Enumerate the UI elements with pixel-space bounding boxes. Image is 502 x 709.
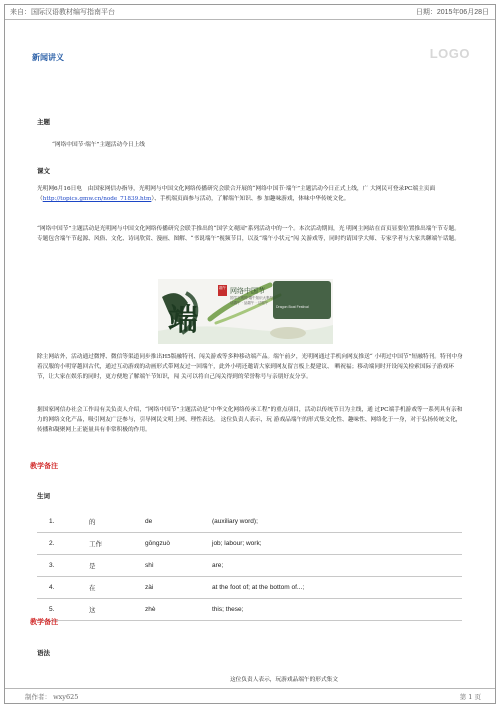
grammar-heading: 语法 [37, 649, 50, 657]
banner-line-2: 话端午 · 品端午 · 过端午 [230, 301, 269, 305]
banner-panel-text: Dragon Boat Festival [276, 305, 309, 309]
vocab-num: 5. [37, 599, 89, 621]
vocab-num: 2. [37, 533, 89, 555]
vocab-pinyin: de [145, 511, 212, 533]
vocab-num: 1. [37, 511, 89, 533]
vocab-english: job; labour; work; [212, 533, 462, 555]
article-paragraph-4: 据国家网信办社会工作局有关负责人介绍，“网络中国节”主题活动是“中华文化网络传承工程”的重点项目，活动以传统节日为主线，通 过PC端手机游戏等一系列具有亲和力的网络文化产品，吸引网友广泛参与，引导网民文明上网、理性表达。 这位负责人表示，玩 游戏品端午的形式集文化性、趣味性、网络化于一身，对于弘扬传统文化，传播和凝聚网上正能量具有非常积极的作用。 [37, 407, 463, 433]
vocab-heading: 生词 [37, 492, 50, 500]
theme-text: “网络中国节·端午”主题活动今日上线 [52, 142, 145, 148]
vocab-hanzi: 工作 [89, 533, 145, 555]
vocab-english: at the foot of; at the bottom of...; [212, 577, 462, 599]
table-row [37, 511, 462, 533]
vocab-hanzi: 在 [89, 577, 145, 599]
date-label: 日期：2015年06月28日 [415, 9, 489, 16]
page-footer [5, 688, 495, 703]
theme-heading: 主题 [37, 118, 50, 126]
vocab-english: this; these; [212, 599, 462, 621]
vocab-num: 4. [37, 577, 89, 599]
page-number: 第 1 页 [459, 693, 481, 701]
vocab-english: are; [212, 555, 462, 577]
banner-seal-text: 端午 [219, 286, 226, 290]
vocab-pinyin: gōngzuò [145, 533, 212, 555]
article-link[interactable]: http://topics.gmw.cn/node_71839.htm [42, 196, 152, 202]
table-row [37, 577, 462, 599]
table-row [37, 599, 462, 621]
article-paragraph-3: 除主网站外，活动通过微博、微信等渠道同步推出H5版融特刊、闯关游戏等多种移动端产品。端午前夕，光明网通过手机向网友推送“ 小明过中国节”短融特刊。特刊中身着汉服的小明穿越回古代，通过互动游戏的动画形式带网友过一回端午，此外小明还邀请大家到网友留言板上提建议、 晒祝福；移动端同时开设闯关检索国际子游戏环节，让大家在娱乐的同时，更方便地了解端午节知识，闯 关可以将自己闯关得到的荣誉称号与亲朋好友分享。 [37, 354, 463, 380]
source-label: 来自：国际汉语教材编写指南平台 [10, 8, 115, 16]
grammar-example: 这位负责人表示，玩游戏品端午的形式集文 [230, 677, 339, 683]
table-row [37, 555, 462, 577]
p1-text-before: 光明网6月16日电 由国家网信办指导，光明网与中国文化网络传播研究会联合开展的“网络中国节·端午”主题活动今日正式上线，广 大网民可登录PC端主页面（ [37, 186, 436, 202]
vocab-hanzi: 的 [89, 511, 145, 533]
vocab-hanzi: 是 [89, 555, 145, 577]
dragon-boat-banner [158, 279, 333, 344]
vocab-pinyin: zhè [145, 599, 212, 621]
vocab-pinyin: zài [145, 577, 212, 599]
vocab-pinyin: shì [145, 555, 212, 577]
article-paragraph-2: “网络中国节”主题活动是光明网与中国文化网络传播研究会联手推出的“国学文观园”系列活动中的一个。本次活动期间，光 明网主网站在首页显要位置推出端午节专题。专题包含端午节起源、风俗、文化、诗词欣赏、漫画、图解、“书说端午”视频节目，以及“端午小状元”闯 关游戏等，同时约请国学大师、专家学者与大家共聊端午话题。 [37, 226, 460, 242]
vocab-table [37, 511, 462, 621]
vocab-num: 3. [37, 555, 89, 577]
teaching-note-2: 教学备注 [30, 617, 58, 626]
article-paragraph-1 [37, 184, 463, 204]
author-label: 制作者： wxy625 [25, 693, 79, 701]
banner-line-1: 国学文观园·端午知识大集结 [230, 296, 274, 300]
page-header [5, 5, 495, 20]
vocab-english: (auxiliary word); [212, 511, 462, 533]
banner-big-char: 端 [168, 303, 198, 338]
banner-caption: 网络中国节 [230, 287, 265, 295]
article-heading: 课文 [37, 167, 50, 175]
section-title: 新闻讲义 [32, 52, 64, 62]
logo: LOGO [429, 46, 470, 61]
table-row [37, 533, 462, 555]
teaching-note-1: 教学备注 [30, 461, 58, 470]
vocab-hanzi: 这 [89, 599, 145, 621]
p1-text-after: ）、手机端页面参与活动，了解端午知识、参 加趣味游戏，体味中华传统文化。 [151, 196, 350, 202]
